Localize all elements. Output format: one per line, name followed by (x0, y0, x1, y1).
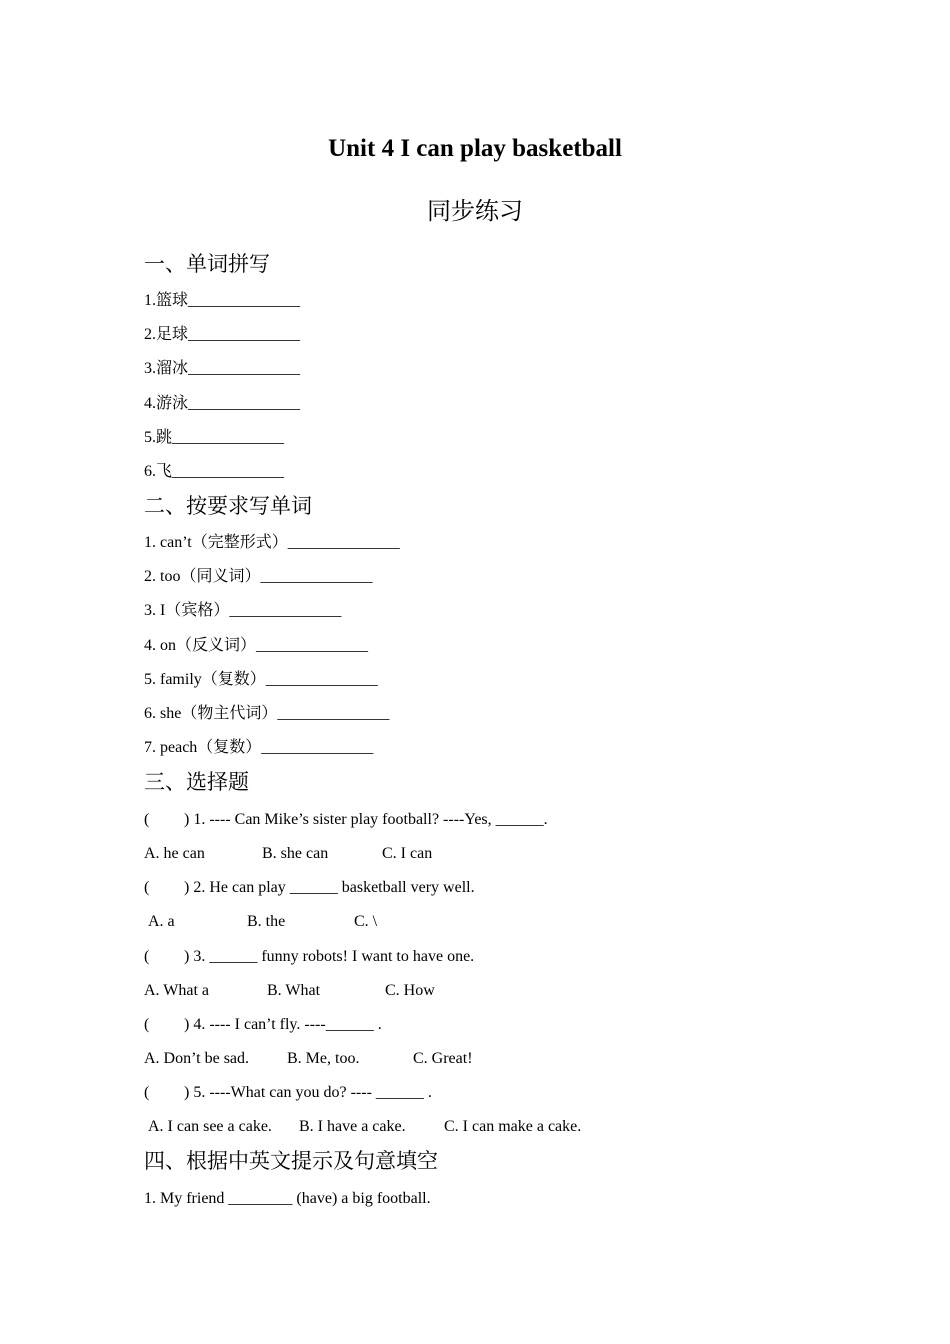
word-form-item: 5. family（复数）______________ (144, 671, 378, 688)
spelling-item: 2.足球______________ (144, 326, 301, 343)
option-b: B. the (247, 913, 286, 930)
word-form-item: 7. peach（复数）______________ (144, 739, 374, 756)
word-form-item: 3. I（宾格）______________ (144, 602, 342, 619)
option-c: C. \ (354, 913, 378, 930)
option-c: C. I can make a cake. (444, 1118, 582, 1135)
choice-options (144, 911, 377, 933)
choice-question (144, 946, 474, 968)
option-a: A. Don’t be sad. (144, 1050, 250, 1067)
choice-options (144, 843, 432, 865)
fill-in-item: 1. My friend ________ (have) a big football. (144, 1190, 431, 1207)
option-a: A. I can see a cake. (148, 1118, 272, 1135)
answer-paren: ( (144, 811, 150, 828)
spelling-item: 3.溜冰______________ (144, 360, 301, 377)
spelling-item: 6.飞______________ (144, 463, 285, 480)
word-form-item: 4. on（反义词）______________ (144, 637, 369, 654)
question-stem: ) 4. ---- I can’t fly. ----______ . (184, 1016, 382, 1033)
option-a: A. a (148, 913, 175, 930)
option-c: C. How (385, 982, 435, 999)
choice-question (144, 1014, 382, 1036)
option-b: B. I have a cake. (299, 1118, 406, 1135)
spelling-item: 5.跳______________ (144, 429, 285, 446)
word-form-item: 6. she（物主代词）______________ (144, 705, 390, 722)
choice-options (144, 1048, 473, 1070)
section-heading-word-forms: 二、按要求写单词 (144, 494, 312, 518)
section-heading-spelling: 一、单词拼写 (144, 252, 270, 276)
choice-options (144, 980, 435, 1002)
question-stem: ) 2. He can play ______ basketball very well. (184, 879, 475, 896)
answer-paren: ( (144, 948, 150, 965)
option-b: B. Me, too. (287, 1050, 360, 1067)
choice-question (144, 877, 475, 899)
section-heading-fill-in: 四、根据中英文提示及句意填空 (144, 1149, 438, 1173)
option-c: C. Great! (413, 1050, 473, 1067)
word-form-item: 1. can’t（完整形式）______________ (144, 534, 400, 551)
question-stem: ) 5. ----What can you do? ---- ______ . (184, 1084, 432, 1101)
choice-question (144, 1082, 432, 1104)
option-b: B. What (267, 982, 321, 999)
section-heading-choice: 三、选择题 (144, 770, 249, 794)
question-stem: ) 3. ______ funny robots! I want to have one. (184, 948, 475, 965)
question-stem: ) 1. ---- Can Mike’s sister play football? ----Yes, ______. (184, 811, 548, 828)
spelling-item: 1.篮球______________ (144, 292, 301, 309)
option-c: C. I can (382, 845, 433, 862)
page-subtitle: 同步练习 (427, 199, 523, 225)
option-b: B. she can (262, 845, 329, 862)
answer-paren: ( (144, 1084, 150, 1101)
word-form-item: 2. too（同义词）______________ (144, 568, 373, 585)
option-a: A. he can (144, 845, 205, 862)
answer-paren: ( (144, 1016, 150, 1033)
answer-paren: ( (144, 879, 150, 896)
choice-question (144, 809, 548, 831)
spelling-item: 4.游泳______________ (144, 395, 301, 412)
option-a: A. What a (144, 982, 210, 999)
choice-options (144, 1116, 581, 1138)
page-title: Unit 4 I can play basketball (328, 135, 622, 162)
